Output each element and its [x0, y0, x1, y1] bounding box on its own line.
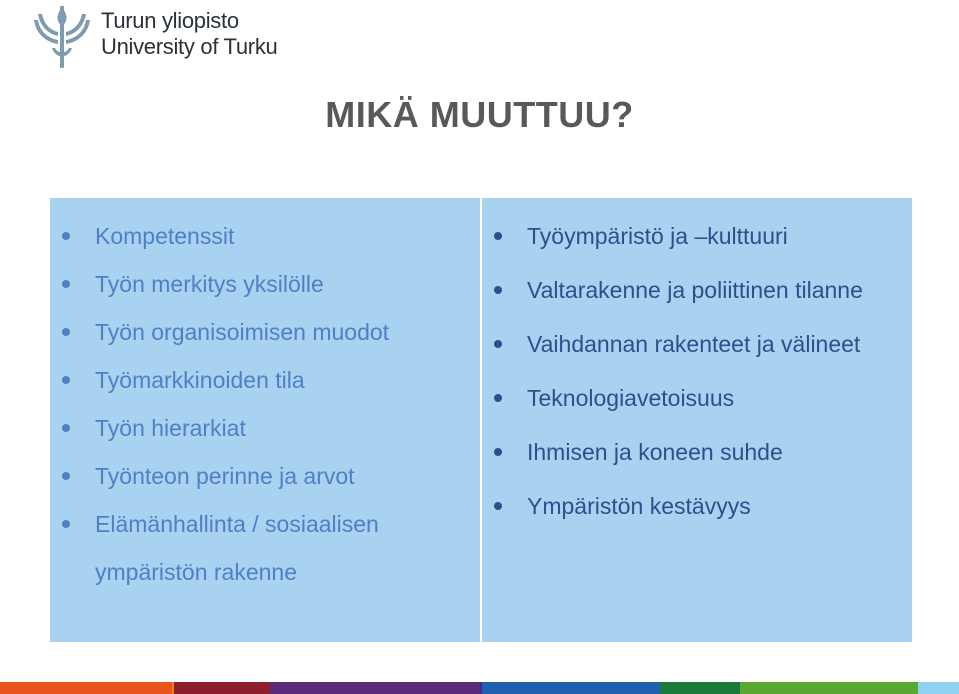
bullet-dot-icon — [494, 502, 502, 510]
bullet-item — [62, 452, 467, 500]
right-bullet-list — [494, 212, 904, 536]
bullet-dot-icon — [62, 424, 70, 432]
bullet-text: Valtarakenne ja poliittinen tilanne — [527, 277, 863, 303]
bullet-dot-icon — [494, 232, 502, 240]
bullet-item — [62, 500, 467, 596]
bullet-text: Työympäristö ja –kulttuuri — [527, 223, 788, 249]
bullet-item — [494, 212, 904, 260]
slide-title: MIKÄ MUUTTUU? — [325, 94, 634, 135]
footer-color-bar — [0, 682, 959, 694]
bullet-text: Työn organisoimisen muodot — [95, 319, 390, 345]
bullet-dot-icon — [62, 376, 70, 384]
bullet-dot-icon — [62, 232, 70, 240]
logo-text — [101, 8, 277, 60]
bullet-text: Työnteon perinne ja arvot — [95, 463, 355, 489]
footer-color-segment — [660, 682, 740, 694]
bullet-dot-icon — [494, 448, 502, 456]
bullet-text: Ympäristön kestävyys — [527, 493, 751, 519]
torch-emblem-icon — [32, 4, 92, 70]
bullet-text: Vaihdannan rakenteet ja välineet — [527, 331, 861, 357]
bullet-text: Ihmisen ja koneen suhde — [527, 439, 783, 465]
left-panel — [50, 198, 480, 642]
footer-color-segment — [482, 682, 660, 694]
bullet-dot-icon — [62, 472, 70, 480]
footer-color-segment — [0, 682, 172, 694]
university-name-en: University of Turku — [101, 34, 278, 59]
university-logo — [32, 4, 278, 68]
left-bullet-list — [62, 212, 467, 596]
university-name-fi: Turun yliopisto — [101, 8, 239, 33]
bullet-item — [62, 356, 467, 404]
bullet-dot-icon — [62, 328, 70, 336]
footer-color-segment — [918, 682, 959, 694]
bullet-text: Teknologiavetoisuus — [527, 385, 735, 411]
bullet-text: Työn merkitys yksilölle — [95, 271, 324, 297]
bullet-text: Kompetenssit — [95, 223, 235, 249]
bullet-dot-icon — [62, 520, 70, 528]
bullet-dot-icon — [62, 280, 70, 288]
footer-color-segment — [740, 682, 918, 694]
bullet-item — [62, 212, 467, 260]
bullet-dot-icon — [494, 340, 502, 348]
bullet-dot-icon — [494, 286, 502, 294]
footer-color-segment — [270, 682, 480, 694]
bullet-text: Elämänhallinta / sosiaalisen ympäristön rakenne — [95, 511, 379, 585]
bullet-item — [62, 260, 467, 308]
footer-color-segment — [174, 682, 270, 694]
bullet-item — [494, 482, 904, 530]
bullet-item — [494, 428, 904, 476]
bullet-item — [494, 374, 904, 422]
right-panel — [482, 198, 912, 642]
bullet-text: Työn hierarkiat — [95, 415, 246, 441]
bullet-dot-icon — [494, 394, 502, 402]
bullet-item — [494, 320, 904, 368]
bullet-item — [494, 266, 904, 314]
bullet-text: Työmarkkinoiden tila — [95, 367, 305, 393]
bullet-item — [62, 404, 467, 452]
bullet-item — [62, 308, 467, 356]
